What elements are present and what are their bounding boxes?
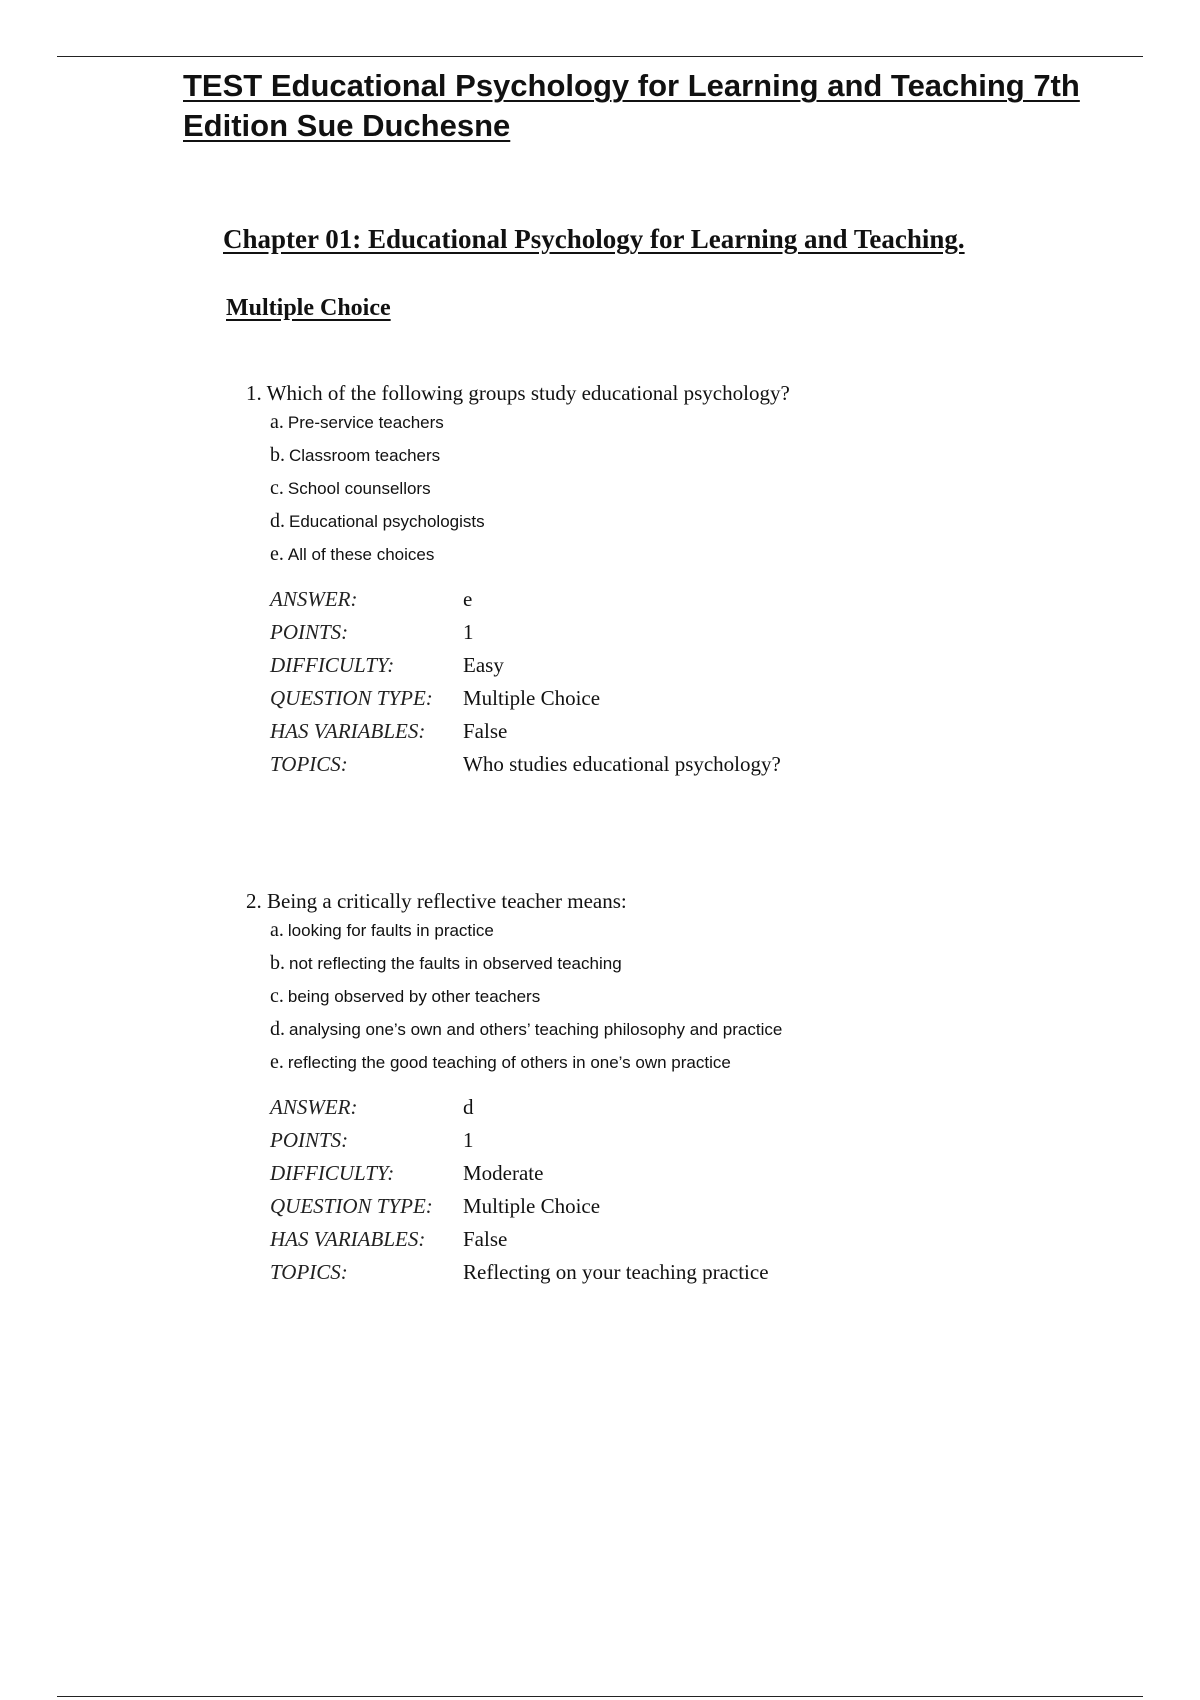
choice-letter: d. [270, 510, 285, 532]
has-variables-value: False [463, 1227, 508, 1251]
has-variables-row [270, 1223, 1146, 1256]
choice-text: looking for faults in practice [287, 921, 494, 940]
choice-letter: e. [270, 543, 284, 565]
topics-label: TOPICS: [270, 1260, 348, 1284]
has-variables-row [270, 715, 1146, 748]
choice-text: analysing one’s own and others’ teaching philosophy and practice [289, 1020, 783, 1039]
answer-label: ANSWER: [270, 587, 358, 611]
question-2-choice-c [270, 980, 1146, 1013]
choice-text: Classroom teachers [289, 446, 441, 465]
has-variables-label: HAS VARIABLES: [270, 1227, 426, 1251]
bottom-rule [57, 1696, 1143, 1697]
choice-text: being observed by other teachers [287, 987, 541, 1006]
choice-text: School counsellors [287, 479, 431, 498]
points-label: POINTS: [270, 620, 349, 644]
answer-row [270, 583, 1146, 616]
answer-row [270, 1091, 1146, 1124]
question-type-value: Multiple Choice [463, 686, 601, 710]
choice-text: not reflecting the faults in observed teaching [289, 954, 622, 973]
choice-letter: b. [270, 444, 285, 466]
top-rule [57, 56, 1143, 57]
chapter-heading: Chapter 01: Educational Psychology for Learning and Teaching. [223, 224, 965, 254]
difficulty-row [270, 1157, 1146, 1190]
choice-letter: d. [270, 1018, 285, 1040]
question-1-choice-d [270, 505, 1146, 538]
question-1-choices [246, 406, 1146, 571]
question-2-stem: 2. Being a critically reflective teacher means: [246, 889, 627, 913]
points-row [270, 1124, 1146, 1157]
question-1-metadata [270, 583, 1146, 781]
question-type-row [270, 682, 1146, 715]
choice-letter: a. [270, 919, 284, 941]
question-type-label: QUESTION TYPE: [270, 1194, 433, 1218]
has-variables-label: HAS VARIABLES: [270, 719, 426, 743]
question-2-choice-d [270, 1013, 1146, 1046]
points-value: 1 [463, 620, 474, 644]
document-title: TEST Educational Psychology for Learning and Teaching 7th Edition Sue Duchesne [183, 68, 1080, 143]
answer-value: d [463, 1095, 474, 1119]
choice-letter: a. [270, 411, 284, 433]
has-variables-value: False [463, 719, 508, 743]
topics-label: TOPICS: [270, 752, 348, 776]
question-type-row [270, 1190, 1146, 1223]
choice-text: All of these choices [287, 545, 435, 564]
section-heading: Multiple Choice [226, 295, 391, 321]
points-row [270, 616, 1146, 649]
question-type-label: QUESTION TYPE: [270, 686, 433, 710]
question-2-choice-b [270, 947, 1146, 980]
difficulty-row [270, 649, 1146, 682]
points-label: POINTS: [270, 1128, 349, 1152]
points-value: 1 [463, 1128, 474, 1152]
question-2-choices [246, 914, 1146, 1079]
answer-value: e [463, 587, 473, 611]
difficulty-label: DIFFICULTY: [270, 653, 395, 677]
choice-letter: b. [270, 952, 285, 974]
question-type-value: Multiple Choice [463, 1194, 601, 1218]
difficulty-label: DIFFICULTY: [270, 1161, 395, 1185]
question-2-choice-e [270, 1046, 1146, 1079]
difficulty-value: Moderate [463, 1161, 544, 1185]
answer-label: ANSWER: [270, 1095, 358, 1119]
topics-row [270, 748, 1146, 781]
topics-value: Reflecting on your teaching practice [463, 1260, 769, 1284]
question-1-choice-a [270, 406, 1146, 439]
difficulty-value: Easy [463, 653, 504, 677]
topics-value: Who studies educational psychology? [463, 752, 781, 776]
choice-text: reflecting the good teaching of others in one’s own practice [287, 1053, 731, 1072]
choice-letter: c. [270, 985, 284, 1007]
choice-text: Pre-service teachers [287, 413, 444, 432]
topics-row [270, 1256, 1146, 1289]
question-2-choice-a [270, 914, 1146, 947]
choice-letter: e. [270, 1051, 284, 1073]
question-2 [246, 888, 1146, 1289]
question-1-choice-e [270, 538, 1146, 571]
question-1-choice-c [270, 472, 1146, 505]
question-1-stem: 1. Which of the following groups study educational psychology? [246, 381, 790, 405]
choice-letter: c. [270, 477, 284, 499]
question-2-metadata [270, 1091, 1146, 1289]
question-1-choice-b [270, 439, 1146, 472]
choice-text: Educational psychologists [289, 512, 485, 531]
question-1 [246, 380, 1146, 781]
